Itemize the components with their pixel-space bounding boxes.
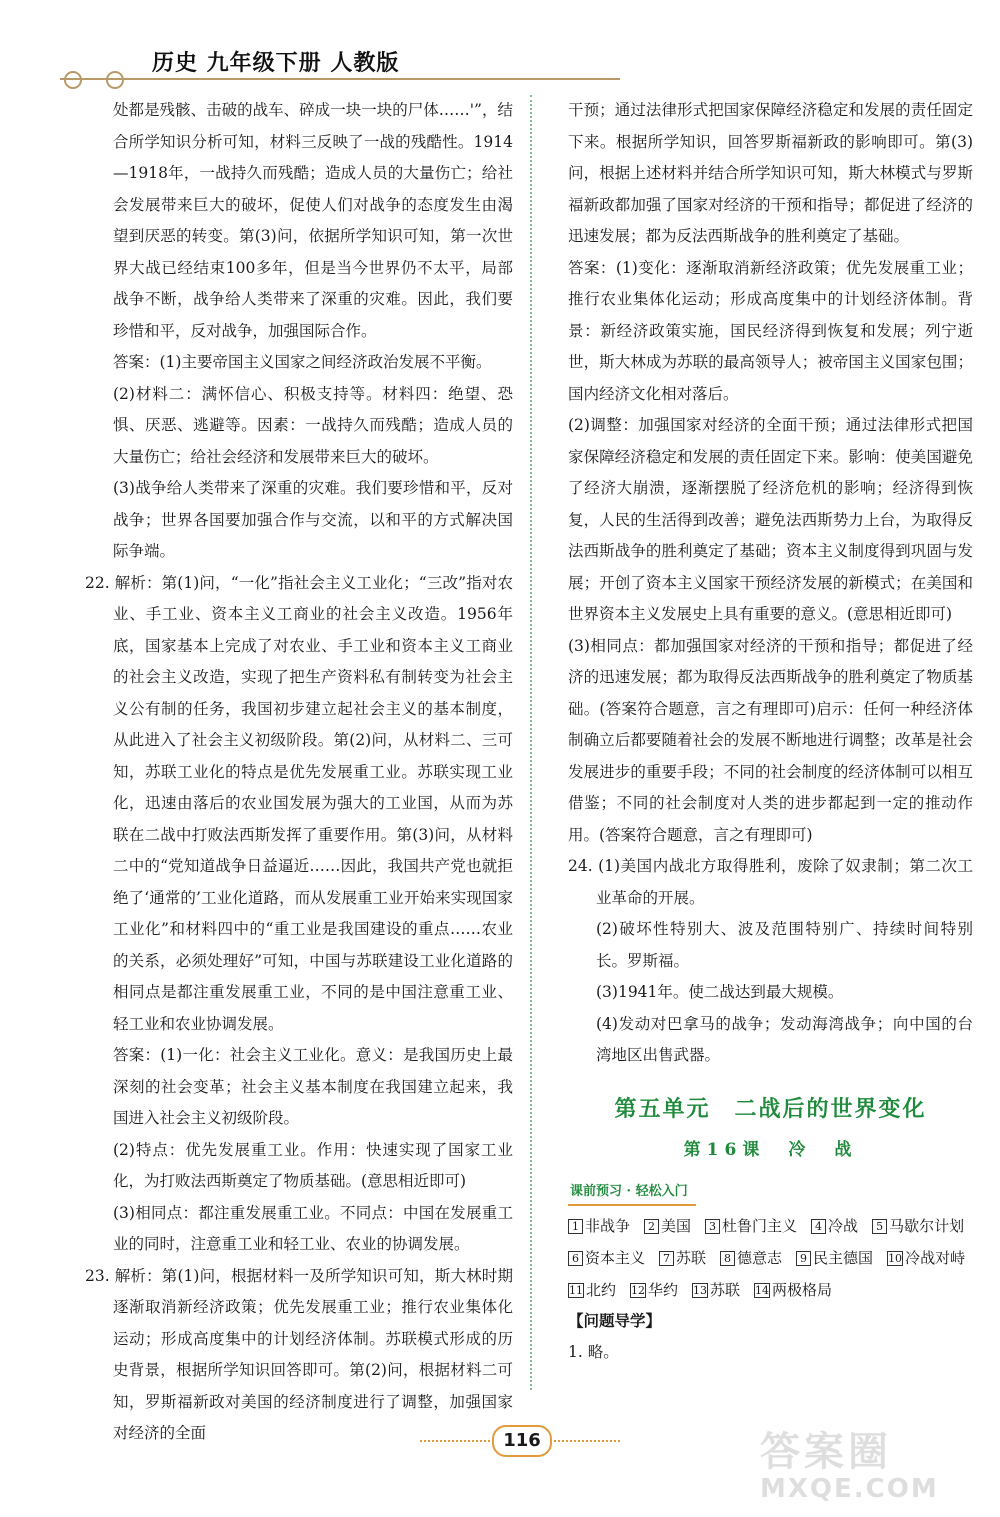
answer-paragraph: 答案：(1)一化：社会主义工业化。意义：是我国历史上最深刻的社会变革；社会主义基本制度在我国建立起来，我国进入社会主义初级阶段。 (113, 1046, 513, 1127)
answer-paragraph: (2)调整：加强国家对经济的全面干预；通过法律形式把国家保障经济稳定和发展的责任固定下来。影响：使美国避免了经济大崩溃，逐渐摆脱了经济危机的影响；经济得到恢复，人民的生活得到改善；避免法西斯势力上台，为取得反法西斯战争的胜利奠定了基础；资本主义制度得到巩固与发展；开创了资本主义国家干预经济发展的新模式；在美国和世界资本主义发展史上具有重要的意义。(意思相近即可) (568, 416, 973, 623)
answer-paragraph: (4)发动对巴拿马的战争；发动海湾战争；向中国的台湾地区出售武器。 (596, 1014, 973, 1064)
answer-paragraph: (2)破坏性特别大、波及范围特别广、持续时间特别长。罗斯福。 (596, 920, 973, 970)
column-divider (530, 95, 532, 1390)
guide-label: 【问题导学】 (568, 1311, 662, 1330)
number-box: 13 (693, 1283, 708, 1297)
unit-title: 第五单元 二战后的世界变化 (614, 1096, 927, 1122)
number-box: 12 (631, 1283, 646, 1297)
dotted-rule (420, 1440, 490, 1442)
page-number-badge (420, 1425, 620, 1455)
number-box: 9 (796, 1251, 811, 1266)
answer-paragraph: (3)1941年。使二战达到最大规模。 (596, 983, 844, 1001)
preview-banner: 课前预习 · 轻松入门 (568, 1180, 696, 1206)
answer-paragraph: 答案：(1)主要帝国主义国家之间经济政治发展不平衡。 (113, 353, 492, 371)
key-points-row (568, 1210, 973, 1242)
header-rule (60, 78, 620, 80)
watermark-text: 答案圈 (760, 1429, 892, 1475)
key-point: 2 美国 (644, 1210, 691, 1242)
watermark-url: MXQE.COM (760, 1474, 939, 1504)
number-box: 14 (755, 1283, 770, 1297)
key-point: 4 冷战 (811, 1210, 858, 1242)
paragraph: 处都是残骸、击破的战车、碎成一块一块的尸体……'”，结合所学知识分析可知，材料三反映了一战的残酷性。1914—1918年，一战持久而残酷；造成人员的大量伤亡；给社会发展带来巨大的破坏，促使人们对战争的态度发生由渴望到厌恶的转变。第(3)问，依据所学知识可知，第一次世界大战已经结束100多年，但是当今世界仍不太平，局部战争不断，战争给人类带来了深重的灾难。因此，我们要珍惜和平，反对战争，加强国际合作。 (113, 101, 513, 340)
header-ornament-circle (64, 71, 82, 89)
key-point: 1 非战争 (568, 1210, 630, 1242)
key-point: 11 北约 (569, 1280, 617, 1299)
key-point: 6 资本主义 (568, 1242, 645, 1274)
answer-paragraph: (3)战争给人类带来了深重的灾难。我们要珍惜和平，反对战争；世界各国要加强合作与交流，以和平的方式解决国际争端。 (113, 479, 513, 560)
answer-paragraph: (3)相同点：都加强国家对经济的干预和指导；都促进了经济的迅速发展；都为取得反法西斯战争的胜利奠定了物质基础。(答案符合题意，言之有理即可)启示：任何一种经济体制确立后都要随着社会的发展不断地进行调整；改革是社会发展进步的重要手段；不同的社会制度的经济体制可以相互借鉴；不同的社会制度对人类的进步都起到一定的推动作用。(答案符合题意，言之有理即可) (568, 636, 973, 844)
number-box: 1 (568, 1219, 583, 1234)
key-point: 3 杜鲁门主义 (705, 1210, 797, 1242)
answer-paragraph: (2)材料二：满怀信心、积极支持等。材料四：绝望、恐惧、厌恶、逃避等。因素：一战持久而残酷；造成人员的大量伤亡；给社会经济和发展带来巨大的破坏。 (113, 384, 513, 466)
dotted-rule (550, 1440, 620, 1442)
book-title: 历史 九年级下册 人教版 (152, 51, 400, 76)
key-point: 14 两极格局 (755, 1280, 833, 1299)
key-point: 7 苏联 (659, 1242, 706, 1274)
question-answer: 24. (1)美国内战北方取得胜利，废除了奴隶制；第二次工业革命的开展。 (568, 857, 973, 907)
number-box: 4 (811, 1219, 826, 1234)
key-points-row (568, 1242, 973, 1274)
header-ornament-circle (106, 71, 124, 89)
key-point: 8 德意志 (720, 1242, 782, 1274)
lesson-title: 第16课 冷 战 (683, 1140, 858, 1160)
right-column (568, 95, 973, 1369)
question-analysis: 23. 解析：第(1)问，根据材料一及所学知识可知，斯大林时期逐渐取消新经济政策；优先发展重工业；推行农业集体化运动；形成高度集中的计划经济体制。苏联模式形成的历史背景，根据所学知识回答即可。第(2)问，根据材料二可知，罗斯福新政对美国的经济制度进行了调整，加强国家对经济的全面 (85, 1266, 513, 1442)
number-box: 5 (872, 1219, 887, 1234)
left-column (85, 95, 513, 1450)
key-point: 13 苏联 (693, 1280, 741, 1299)
key-points (568, 1210, 973, 1306)
key-point: 10 冷战对峙 (888, 1248, 966, 1267)
answer-paragraph: 答案：(1)变化：逐渐取消新经济政策；优先发展重工业；推行农业集体化运动；形成高度集中的计划经济体制。背景：新经济政策实施，国民经济得到恢复和发展；列宁逝世，斯大林成为苏联的最高领导人；被帝国主义国家包围；国内经济文化相对落后。 (568, 258, 973, 403)
number-box: 6 (568, 1251, 583, 1266)
number-box: 10 (888, 1251, 903, 1265)
question-analysis: 22. 解析：第(1)问，“一化”指社会主义工业化；“三改”指对农业、手工业、资本主义工商业的社会主义改造。1956年底，国家基本上完成了对农业、手工业和资本主义工商业的社会主义改造，实现了把生产资料私有制转变为社会主义公有制的任务，我国初步建立起社会主义的基本制度，从此进入了社会主义初级阶段。第(2)问，从材料二、三可知，苏联工业化的特点是优先发展重工业。苏联实现工业化，迅速由落后的农业国发展为强大的工业国，从而为苏联在二战中打败法西斯发挥了重要作用。第(3)问，从材料二中的“党知道战争日益逼近……因此，我国共产党也就拒绝了‘通常的’工业化道路，而从发展重工业开始来实现国家工业化”和材料四中的“重工业是我国建设的重点……农业的关系，必须处理好”可知，中国与苏联建设工业化道路的相同点是都注重发展重工业，不同的是中国注意重工业、轻工业和农业协调发展。 (85, 573, 513, 1033)
number-box: 7 (659, 1251, 674, 1266)
answer-paragraph: (2)特点：优先发展重工业。作用：快速实现了国家工业化，为打败法西斯奠定了物质基础。(意思相近即可) (113, 1140, 513, 1190)
watermark-logo (760, 1430, 985, 1510)
paragraph: 干预；通过法律形式把国家保障经济稳定和发展的责任固定下来。根据所学知识，回答罗斯福新政的影响即可。第(3)问，根据上述材料并结合所学知识可知，斯大林模式与罗斯福新政都加强了国家对经济的干预和指导；都促进了经济的迅速发展；都为反法西斯战争的胜利奠定了基础。 (568, 101, 973, 245)
key-point: 12 华约 (631, 1280, 679, 1299)
guide-answer: 1. 略。 (568, 1343, 619, 1361)
number-box: 3 (705, 1219, 720, 1234)
answer-paragraph: (3)相同点：都注重发展重工业。不同点：中国在发展重工业的同时，注意重工业和轻工业、农业的协调发展。 (113, 1203, 513, 1253)
key-point: 9 民主德国 (796, 1242, 873, 1274)
number-box: 11 (569, 1283, 583, 1297)
page-number: 116 (492, 1425, 552, 1457)
key-point: 5 马歇尔计划 (872, 1210, 964, 1242)
key-points-row (568, 1274, 973, 1306)
page-header (60, 38, 620, 98)
number-box: 2 (644, 1219, 659, 1234)
number-box: 8 (720, 1251, 735, 1266)
